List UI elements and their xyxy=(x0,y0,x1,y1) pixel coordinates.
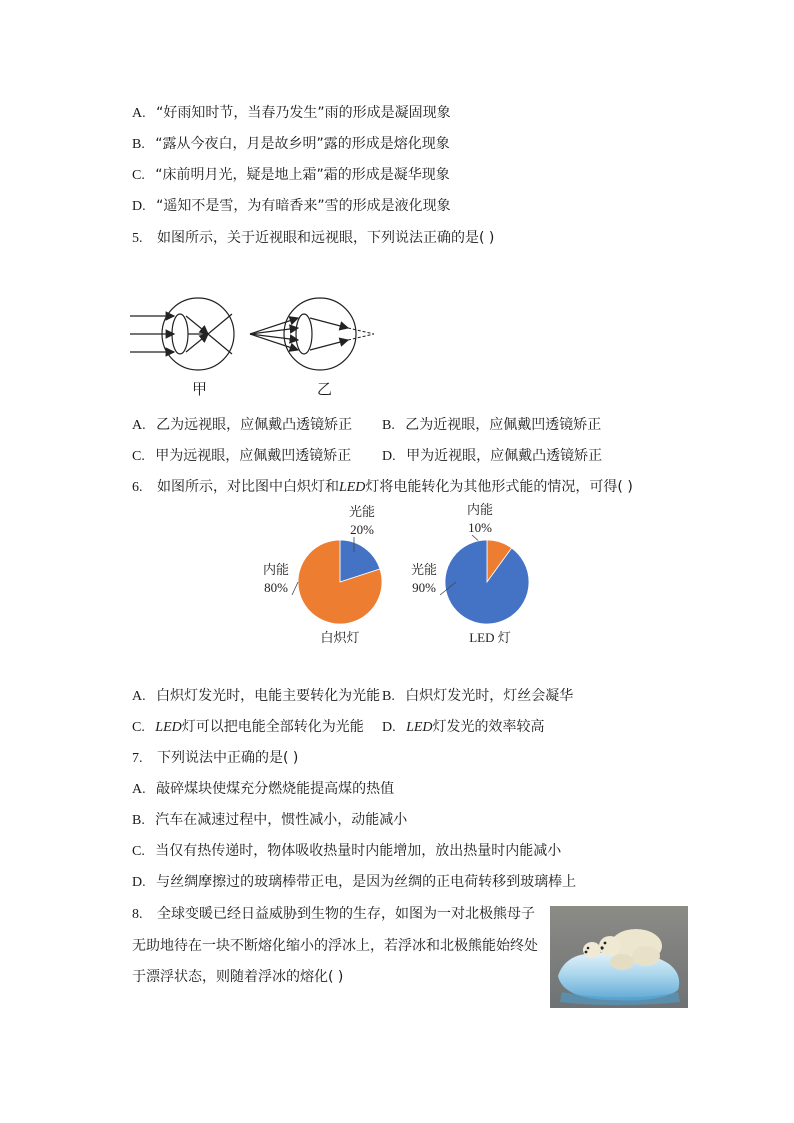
option-text: 当仅有热传递时，物体吸收热量时内能增加，放出热量时内能减小 xyxy=(155,843,562,859)
q6-option-a xyxy=(132,686,380,707)
pie-charts xyxy=(250,500,550,652)
q7-option-c xyxy=(132,841,561,862)
eye-yi xyxy=(250,298,374,370)
option-letter: B. xyxy=(382,418,395,433)
question-text-post: 灯将电能转化为其他形式能的情况，可得( ) xyxy=(365,479,633,495)
question-number: 6. xyxy=(132,480,143,495)
option-text: 灯可以把电能全部转化为光能 xyxy=(181,719,364,735)
polar-bears-photo xyxy=(550,906,688,1008)
question-text: 全球变暖已经日益威胁到生物的生存，如图为一对北极熊母子 xyxy=(156,906,535,922)
q4-option-c xyxy=(132,165,450,186)
q6-option-c xyxy=(132,717,364,738)
pie-chart-title: LED 灯 xyxy=(469,630,511,645)
q4-option-a xyxy=(132,103,451,124)
pie-chart-incandescent xyxy=(263,504,382,646)
question-number: 5. xyxy=(132,231,143,246)
option-letter: A. xyxy=(132,782,146,797)
question-text: 下列说法中正确的是( ) xyxy=(156,750,299,766)
option-text: 灯发光的效率较高 xyxy=(432,719,545,735)
pie-chart-led xyxy=(411,502,529,645)
option-letter: C. xyxy=(132,168,145,183)
option-letter: A. xyxy=(132,418,146,433)
option-text: 乙为远视眼，应佩戴凸透镜矫正 xyxy=(156,417,353,433)
option-letter: D. xyxy=(132,199,146,214)
slice-label: 内能 xyxy=(466,503,494,518)
eye-jia xyxy=(130,298,234,370)
option-text: 甲为近视眼，应佩戴凸透镜矫正 xyxy=(406,448,603,464)
slice-value-label: 80% xyxy=(264,580,288,595)
q5-stem xyxy=(132,228,494,249)
option-text: 甲为远视眼，应佩戴凹透镜矫正 xyxy=(155,448,352,464)
q8-stem-line3: 于漂浮状态，则随着浮冰的熔化( ) xyxy=(132,969,344,985)
option-letter: B. xyxy=(382,689,395,704)
q8-stem-line2: 无助地待在一块不断熔化缩小的浮冰上，若浮冰和北极熊能始终处 xyxy=(132,938,538,954)
q4-option-b xyxy=(132,134,450,155)
led-term: LED xyxy=(338,480,366,495)
q7-option-a xyxy=(132,779,394,800)
led-term: LED xyxy=(155,720,182,735)
question-text-pre: 如图所示，对比图中白炽灯和 xyxy=(156,479,339,495)
question-number: 7. xyxy=(132,751,143,766)
option-text: “好雨知时节，当春乃发生”雨的形成是凝固现象 xyxy=(156,105,451,121)
option-text: 乙为近视眼，应佩戴凹透镜矫正 xyxy=(405,417,602,433)
option-text: 白炽灯发光时，灯丝会凝华 xyxy=(405,688,574,704)
q6-option-d xyxy=(382,717,545,738)
slice-label: 光能 xyxy=(348,505,376,520)
slice-label: 光能 xyxy=(410,563,438,578)
q5-option-d xyxy=(382,446,602,467)
eye-diagram xyxy=(128,290,388,400)
option-text: 敲碎煤块使煤充分燃烧能提高煤的热值 xyxy=(156,781,395,797)
led-term: LED xyxy=(406,720,433,735)
option-text: 与丝绸摩擦过的玻璃棒带正电，是因为丝绸的正电荷转移到玻璃棒上 xyxy=(156,874,577,890)
q4-option-d xyxy=(132,196,451,217)
q6-option-b xyxy=(382,686,573,707)
q7-stem xyxy=(132,748,298,769)
option-letter: D. xyxy=(382,449,396,464)
pie-chart-title: 白炽灯 xyxy=(320,631,360,646)
pie-slice-2 xyxy=(445,540,529,624)
option-text: “露从今夜白，月是故乡明”露的形成是熔化现象 xyxy=(155,136,450,152)
q7-option-d xyxy=(132,872,576,893)
question-text: 如图所示，关于近视眼和远视眼，下列说法正确的是( ) xyxy=(156,230,495,246)
figure-label-jia: 甲 xyxy=(192,380,208,398)
option-text: 白炽灯发光时，电能主要转化为光能 xyxy=(156,688,381,704)
option-letter: D. xyxy=(132,875,146,890)
q6-stem xyxy=(132,477,633,498)
leader-line xyxy=(292,582,298,595)
figure-label-yi: 乙 xyxy=(317,380,333,398)
option-letter: A. xyxy=(132,106,146,121)
option-letter: C. xyxy=(132,720,145,735)
q8-stem-line1 xyxy=(132,904,535,925)
question-number: 8. xyxy=(132,907,143,922)
option-letter: B. xyxy=(132,813,145,828)
q5-option-a xyxy=(132,415,352,436)
option-letter: A. xyxy=(132,689,146,704)
q5-option-c xyxy=(132,446,351,467)
option-text: 汽车在减速过程中，惯性减小，动能减小 xyxy=(155,812,408,828)
slice-value-label: 90% xyxy=(412,580,436,595)
option-text: “遥知不是雪，为有暗香来”雪的形成是液化现象 xyxy=(156,198,451,214)
q7-option-b xyxy=(132,810,407,831)
option-letter: C. xyxy=(132,449,145,464)
slice-value-label: 20% xyxy=(350,522,374,537)
option-letter: D. xyxy=(382,720,396,735)
q5-option-b xyxy=(382,415,601,436)
slice-label: 内能 xyxy=(262,563,290,578)
option-letter: B. xyxy=(132,137,145,152)
option-letter: C. xyxy=(132,844,145,859)
slice-value-label: 10% xyxy=(468,520,492,535)
option-text: “床前明月光，疑是地上霜”霜的形成是凝华现象 xyxy=(155,167,450,183)
